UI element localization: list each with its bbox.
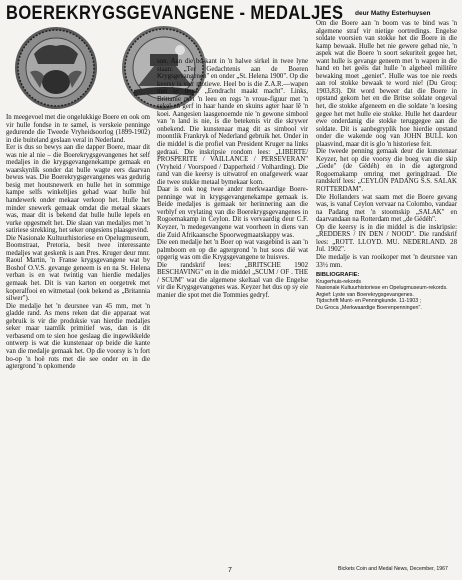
author-byline: deur Mathy Esterhuysen xyxy=(355,10,431,17)
column-paragraph: Die randskrif lees: „BRITSCHE 1902 BESCHAVING" en in die middel „SCUM / OF . THE / SCUM" wat die algemene skeltaal van die Engelse vir die Krygsgevangenes was. Keyzer het dus op sy eie manier die spot met die Tommies gedryf. xyxy=(157,261,308,299)
column-2 xyxy=(157,58,308,570)
column-paragraph: In meegevoel met die ongelukkige Boere en ook om vir hulle fondse in te samel, is verskeie penninge gedurende die Tweede Vryheidsoorlog (1899-1902) in die buiteland geslaan veral in Nederland. xyxy=(6,114,150,144)
column-paragraph: Die een medalje het 'n Boer op wat vasgebind is aan 'n palmboom en op die agtergrond 'n hut soos dié wat opgerig was om die Krygsgevangene te huisves. xyxy=(157,239,308,262)
column-paragraph: Die medalje het 'n deursnee van 45 mm, met 'n gladde rand. As mens reken dat die apparaat wat gebruik is vir die produksie van hierdie medaljes seker maar taamlik primitief was, dan is dit verbasend om te sien hoe geslaag die ingewikkelde ontwerp is wat die kunstenaar op beide die kante van die medalje gemaak het. Op die voorsy is 'n fort bo-op 'n hoë rots met die see onder en in die agtergrond 'n opkomende xyxy=(6,302,150,371)
page-number: 7 xyxy=(228,567,232,574)
column-paragraph: Die Hollanders wat saam met die Boere gevang was, is vanaf Ceylon vervaar na Colombo, vandaar na Padang met 'n stoomskip „SALAK" en daarvandaan na Rotterdam met „de Gédéh". xyxy=(316,193,457,224)
bibliography xyxy=(316,272,457,312)
column-paragraph: Die medalje is van rooikoper met 'n deursnee van 33½ mm. xyxy=(316,253,457,269)
column-1 xyxy=(6,114,150,570)
column-paragraph: Die tweede penning gemaak deur die kunstenaar Keyzer, het op die voorsy die boeg van die skip „Gede" (de Gédéh) en in die agtergrond Rogoemakamp omring met geringdraad. Die randskrif lees: „CEYLON PADANG S.S. SALAK ROTTERDAM". xyxy=(316,148,457,194)
bibliography-entry: Tijdschrift Munt- en Penningkunde. 11-1903 ; xyxy=(316,298,422,305)
bibliography-entry: Krugerhuis-rekords xyxy=(316,278,362,285)
column-3 xyxy=(316,20,457,540)
column-paragraph: son. Aan die bo-kant in 'n halwe sirkel in twee lyne staan: „Ter Gedachtenis aan de Boeren Krygsgevangenen" en onder „St. Helena 1900". Op die keersy is vier motiewe. Heel bo is die Z.A.R.—wapen met sy leuse „Eendracht maakt macht". Links, Brittanie met 'n leeu en regs 'n vroue-figuur met 'n sekel en gerf in haar hande en skuins agter haar lê 'n koei. Aangesien laasgenoemde nie 'n gewone simbool van 'n land is nie, is die betekenis vir die skrywer onbekend. Die kunstenaar mag dit as simbool vir moontlik Frankryk of Nederland gebruik het. Onder in die middel is die profiel van President Kruger na links gedraai. Die inskripsie rondom lees: „LIBERTE/ PROSPERITE / VAILLANCE / PERSEVERAN" (Vryheid / Voorspoed / Dapperheid / Volharding). Die rand van die keersy is uitwatrof en onafgewerk waar die twee stukke metaal bymekaar kom. xyxy=(157,58,308,186)
bibliography-heading: BIBLIOGRAFIE: xyxy=(316,272,360,279)
column-paragraph: Die Nasionale Kultuurhistoriese en Opelugmuseum, Boomstraat, Pretoria, besit twee interessante medaljes wat geskenk is aan Pres. Kruger deur mnr. Raoul Martin, 'n Franse krygsgevangene wat by Boshof O.V.S. gevange geneem is en na St. Helena verban is en wat twintig van hierdie medaljes gemaak het. Dit is van karton en oorgetrek met koperalfooi en witmetaal (ook bekend as „Britannia silwer"). xyxy=(6,234,150,303)
left-medal-image xyxy=(15,27,97,109)
column-paragraph: Daar is ook nog twee ander merkwaardige Boere-penninge wat in krygsgevangenekampe gemaak is. Beide medaljes is gemaak ter herinnering aan die verblyf en vrylating van die Boerekrygsgevangenes in Rogoemakamp in Ceylon. Dit is vervaardig deur C.F. Keyzer, 'n medegevangene wat voorheen in diens van die Zuid Afrikaansche Spoorwegmaatskappy was. xyxy=(157,186,308,239)
bibliography-entry: Nasionale Kultuurhistoriese en Opelugmuseum-rekords. xyxy=(316,285,448,292)
bibliography-entry: Argief: Lyste van Boerekrygsgevangenes. xyxy=(316,291,414,298)
column-paragraph: Om die Boere aan 'n boom vas te bind was 'n algemene straf vir nietige oortredings. Engelse soldate voorsien van stokke het die Boere in die kamp bewaak. Hulle het nie gewere gehad nie, 'n aspek wat die Boere 'n soort sekuriteit gegee het, want hulle is gevange geneem met 'n wapen in die hand en het geëis dat hulle 'n algeheel militêre bewaking moet „geniet". Hulle was toe nie reeds aan rol stokke bewaak te word nie! (Du Groq: 1903,83). Dit word beweer dat die Boere in opstand gekom het en die Britse soldate ongeval het, die stokke afgeneem en die soldate 'n loesing gegee het met hulle eie stokke. Hulle het daardeur ewe onderdanig die stokke teruggegee aan die soldate. Dit is aanbegryplik hoe hierdie opstand onder die wakende oog van JOHN BULL kon plaasvind, maar dit is glo 'n historiese feit. xyxy=(316,20,457,148)
column-paragraph: Eer is dus so bewys aan die dapper Boere, maar dit was nie al nie – die Boerekrygsgevangenes het self medaljes in die krygsgevangenekampe gemaak en waarskynlik sonder dat hulle wagte eers daarvan bewus was. Die Boerekrygsgevangenes was gedurig besig met houtsnewerk en hulle het in sommige kampe selfs winkeltjies gehad waar hulle hul handewerk onder mekaar verkoop het. Hulle het minder snewerk gemaak omdat die metaal skaars was, maar dit is bekend dat hulle hulle lepels en vurke opgesmelt het. Die slaan van medaljes met 'n satiriese strekking, het seker ongesiens plaasgevind. xyxy=(6,144,150,235)
column-paragraph: Op die keersy is in die middel is die inskripsie: „REDDERS / IN DEN / NOOD". Die randskrif lees: „ROTT. LLOYD. MU. NEDERLAND. 28 Jul. 1902". xyxy=(316,223,457,254)
publication-footer: Bickets Coin and Medal News, December, 1967 xyxy=(338,566,448,572)
bibliography-entry: Du Groca „Merkwaardige Boerenpenningen". xyxy=(316,305,422,312)
article-title: BOEREKRYGSGEVANGENE - MEDALJES xyxy=(6,3,344,24)
